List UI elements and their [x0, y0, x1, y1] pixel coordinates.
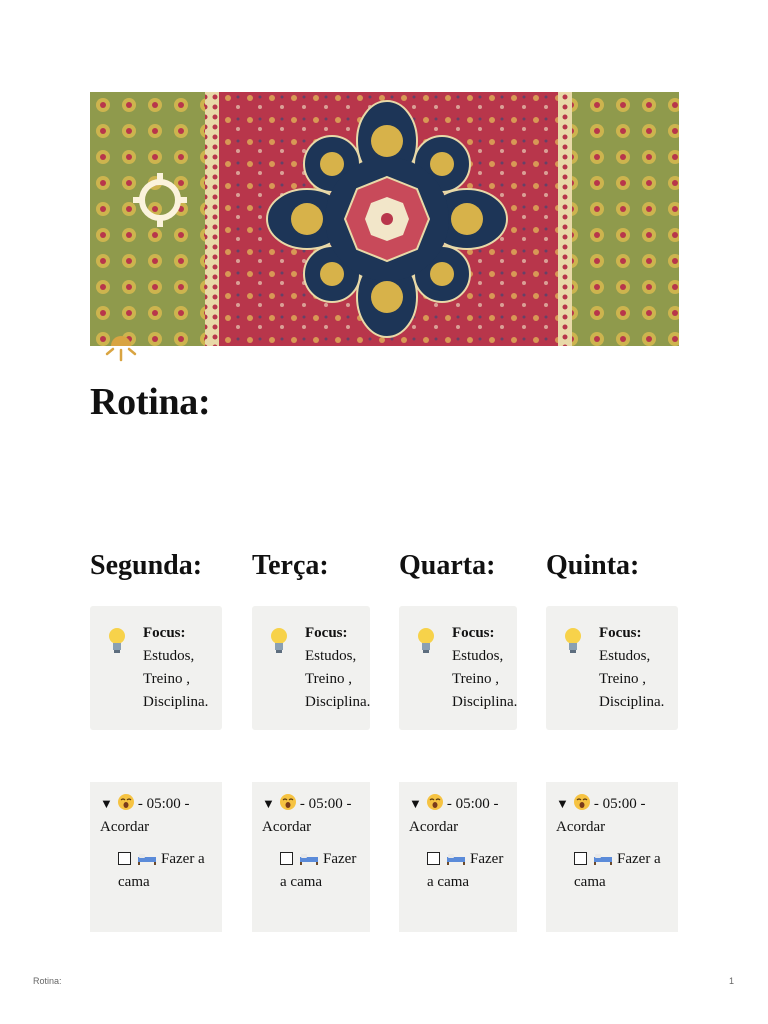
- toggle-time: - 05:00 -: [137, 796, 190, 812]
- focus-label: Focus:: [599, 625, 642, 641]
- yawning-face-icon: [573, 793, 591, 811]
- focus-item: Estudos,: [599, 648, 651, 664]
- focus-item: Treino ,: [452, 671, 499, 687]
- yawning-face-icon: [426, 793, 444, 811]
- todo-item: [556, 848, 668, 894]
- focus-callout-segunda: [90, 606, 222, 730]
- cover-image: [90, 92, 679, 346]
- toggle-block-quarta[interactable]: [399, 782, 517, 932]
- todo-text: a cama: [427, 874, 470, 890]
- day-heading-segunda: Segunda:: [90, 550, 203, 581]
- bed-icon: [137, 851, 157, 865]
- sun-icon: [103, 328, 139, 364]
- todo-text: Fazer: [323, 851, 357, 867]
- toggle-time: - 05:00 -: [299, 796, 352, 812]
- toggle-label: Acordar: [100, 819, 150, 835]
- bed-icon: [299, 851, 319, 865]
- toggle-label: Acordar: [556, 819, 606, 835]
- focus-callout-quinta: [546, 606, 678, 730]
- focus-item: Treino ,: [305, 671, 352, 687]
- toggle-block-segunda[interactable]: [90, 782, 222, 932]
- focus-item: Estudos,: [143, 648, 195, 664]
- light-bulb-icon: [562, 626, 584, 654]
- toggle-triangle-icon[interactable]: ▼: [556, 796, 569, 811]
- light-bulb-icon: [415, 626, 437, 654]
- todo-checkbox[interactable]: [427, 852, 440, 865]
- light-bulb-icon: [268, 626, 290, 654]
- persian-carpet-cover-image: [90, 92, 679, 346]
- toggle-label: Acordar: [262, 819, 312, 835]
- focus-label: Focus:: [305, 625, 348, 641]
- bed-icon: [446, 851, 466, 865]
- todo-text: Fazer: [470, 851, 504, 867]
- toggle-time: - 05:00 -: [593, 796, 646, 812]
- day-heading-quinta: Quinta:: [546, 550, 640, 581]
- focus-callout-quarta: [399, 606, 517, 730]
- focus-item: Treino ,: [143, 671, 190, 687]
- todo-text: cama: [118, 874, 150, 890]
- yawning-face-icon: [279, 793, 297, 811]
- page-number: 1: [729, 976, 735, 986]
- focus-label: Focus:: [452, 625, 495, 641]
- focus-item: Estudos,: [305, 648, 357, 664]
- day-heading-terca: Terça:: [252, 550, 329, 581]
- bed-icon: [593, 851, 613, 865]
- focus-label: Focus:: [143, 625, 186, 641]
- footer-title: Rotina:: [33, 976, 62, 986]
- light-bulb-icon: [106, 626, 128, 654]
- toggle-triangle-icon[interactable]: ▼: [100, 796, 113, 811]
- focus-item: Disciplina.: [305, 694, 371, 710]
- toggle-block-terca[interactable]: [252, 782, 370, 932]
- toggle-triangle-icon[interactable]: ▼: [262, 796, 275, 811]
- focus-callout-terca: [252, 606, 370, 730]
- todo-item: [100, 848, 212, 894]
- todo-item: [262, 848, 360, 894]
- todo-item: [409, 848, 507, 894]
- todo-text: Fazer a: [617, 851, 661, 867]
- todo-checkbox[interactable]: [280, 852, 293, 865]
- day-heading-quarta: Quarta:: [399, 550, 496, 581]
- toggle-label: Acordar: [409, 819, 459, 835]
- todo-checkbox[interactable]: [118, 852, 131, 865]
- toggle-block-quinta[interactable]: [546, 782, 678, 932]
- focus-item: Disciplina.: [452, 694, 518, 710]
- toggle-triangle-icon[interactable]: ▼: [409, 796, 422, 811]
- focus-item: Disciplina.: [599, 694, 665, 710]
- page-title: Rotina:: [90, 381, 211, 423]
- todo-text: a cama: [280, 874, 323, 890]
- yawning-face-icon: [117, 793, 135, 811]
- focus-item: Estudos,: [452, 648, 504, 664]
- todo-checkbox[interactable]: [574, 852, 587, 865]
- todo-text: Fazer a: [161, 851, 205, 867]
- todo-text: cama: [574, 874, 606, 890]
- toggle-time: - 05:00 -: [446, 796, 499, 812]
- focus-item: Disciplina.: [143, 694, 209, 710]
- focus-item: Treino ,: [599, 671, 646, 687]
